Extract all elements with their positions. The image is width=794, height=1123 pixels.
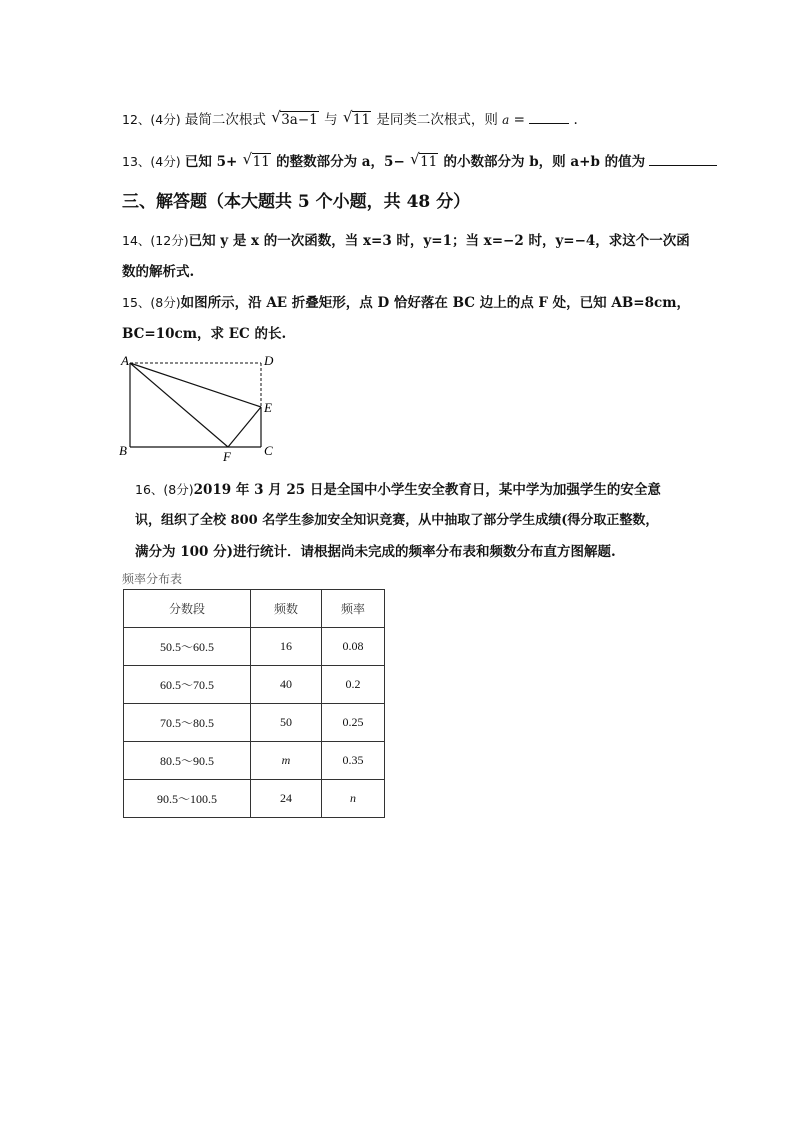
q14-number: 14、(12分) (122, 233, 189, 248)
radical-icon: √ (242, 150, 253, 168)
cell-range: 60.5～70.5 (124, 666, 251, 704)
section-title: 三、解答题（本大题共 5 个小题，共 48 分） (122, 192, 471, 212)
q13-sqrt-1 (242, 150, 271, 170)
cell-rate: 0.2 (322, 666, 385, 704)
q12-end: . (573, 112, 578, 128)
q16-line-1: 2019 年 3 月 25 日是全国中小学生安全教育日，某中学为加强学生的安全意 (193, 482, 661, 498)
table-title: 频率分布表 (122, 572, 183, 586)
question-15-line-1 (122, 291, 690, 311)
answer-blank-12[interactable] (529, 123, 569, 124)
question-13 (122, 150, 717, 170)
q15-line-2: BC=10cm，求 EC 的长. (122, 326, 287, 342)
fold-line-ae (130, 363, 261, 407)
table-row (124, 628, 385, 666)
q12-eq: = (513, 112, 525, 128)
label-c: C (264, 443, 273, 458)
radical-icon: √ (410, 150, 420, 168)
cell-range: 50.5～60.5 (124, 628, 251, 666)
cell-count: 16 (251, 628, 322, 666)
q13-number: 13、(4分) (122, 154, 181, 169)
frequency-table (123, 589, 385, 818)
header-score-range: 分数段 (124, 590, 251, 628)
table-header-row (124, 590, 385, 628)
q14-line-1: 已知 y 是 x 的一次函数，当 x=3 时，y=1；当 x=−2 时，y=−4，求这个一次函 (188, 233, 690, 249)
segment-af (130, 363, 228, 447)
q13-radicand-2: 11 (420, 154, 438, 170)
cell-rate: 0.08 (322, 628, 385, 666)
q12-var: a (502, 113, 510, 127)
table-row (124, 742, 385, 780)
cell-count: 50 (251, 704, 322, 742)
q12-sqrt-2 (342, 108, 371, 128)
q13-sqrt-2 (410, 150, 438, 170)
rectangle-fold-figure (116, 350, 286, 466)
cell-range: 80.5～90.5 (124, 742, 251, 780)
label-d: D (264, 353, 274, 368)
q12-sqrt-1 (271, 108, 319, 128)
question-14-line-1 (122, 229, 690, 249)
question-16-line-1 (135, 478, 661, 498)
cell-rate: n (322, 780, 385, 818)
cell-rate: 0.25 (322, 704, 385, 742)
q12-text-c: 是同类二次根式，则 (376, 112, 498, 128)
cell-rate: 0.35 (322, 742, 385, 780)
q12-radicand-1: 3a−1 (281, 112, 318, 128)
q15-number: 15、(8分) (122, 295, 181, 310)
header-frequency-count: 频数 (251, 590, 322, 628)
radical-icon: √ (271, 108, 281, 126)
header-frequency-rate: 频率 (322, 590, 385, 628)
table-row (124, 780, 385, 818)
q15-line-1: 如图所示，沿 AE 折叠矩形，点 D 恰好落在 BC 边上的点 F 处，已知 AB=8cm， (180, 295, 690, 311)
q13-text-c: 的小数部分为 b，则 a+b 的值为 (443, 154, 646, 170)
label-e: E (264, 400, 272, 415)
q16-line-3: 满分为 100 分)进行统计．请根据尚未完成的频率分布表和频数分布直方图解题. (135, 544, 616, 560)
label-b: B (119, 443, 127, 458)
q12-text-b: 与 (324, 112, 338, 128)
label-a: A (121, 353, 129, 368)
q12-text-a: 最简二次根式 (184, 112, 266, 128)
q16-line-2: 识，组织了全校 800 名学生参加安全知识竞赛，从中抽取了部分学生成绩(得分取正整数， (135, 513, 659, 528)
answer-blank-13[interactable] (649, 165, 717, 166)
q13-text-a: 已知 5+ (184, 154, 238, 170)
cell-count: 24 (251, 780, 322, 818)
cell-range: 70.5～80.5 (124, 704, 251, 742)
label-f: F (223, 449, 231, 464)
cell-range: 90.5～100.5 (124, 780, 251, 818)
q16-number: 16、(8分) (135, 482, 194, 497)
table-row (124, 704, 385, 742)
radical-icon: √ (342, 108, 353, 126)
q12-number: 12、(4分) (122, 112, 181, 127)
table-row (124, 666, 385, 704)
q13-text-b: 的整数部分为 a，5− (276, 154, 405, 170)
cell-count: 40 (251, 666, 322, 704)
q12-radicand-2: 11 (352, 112, 371, 128)
segment-fe (228, 407, 261, 447)
q13-radicand-1: 11 (252, 154, 270, 170)
question-12 (122, 108, 578, 128)
q14-line-2: 数的解析式. (122, 264, 195, 280)
cell-count: m (251, 742, 322, 780)
